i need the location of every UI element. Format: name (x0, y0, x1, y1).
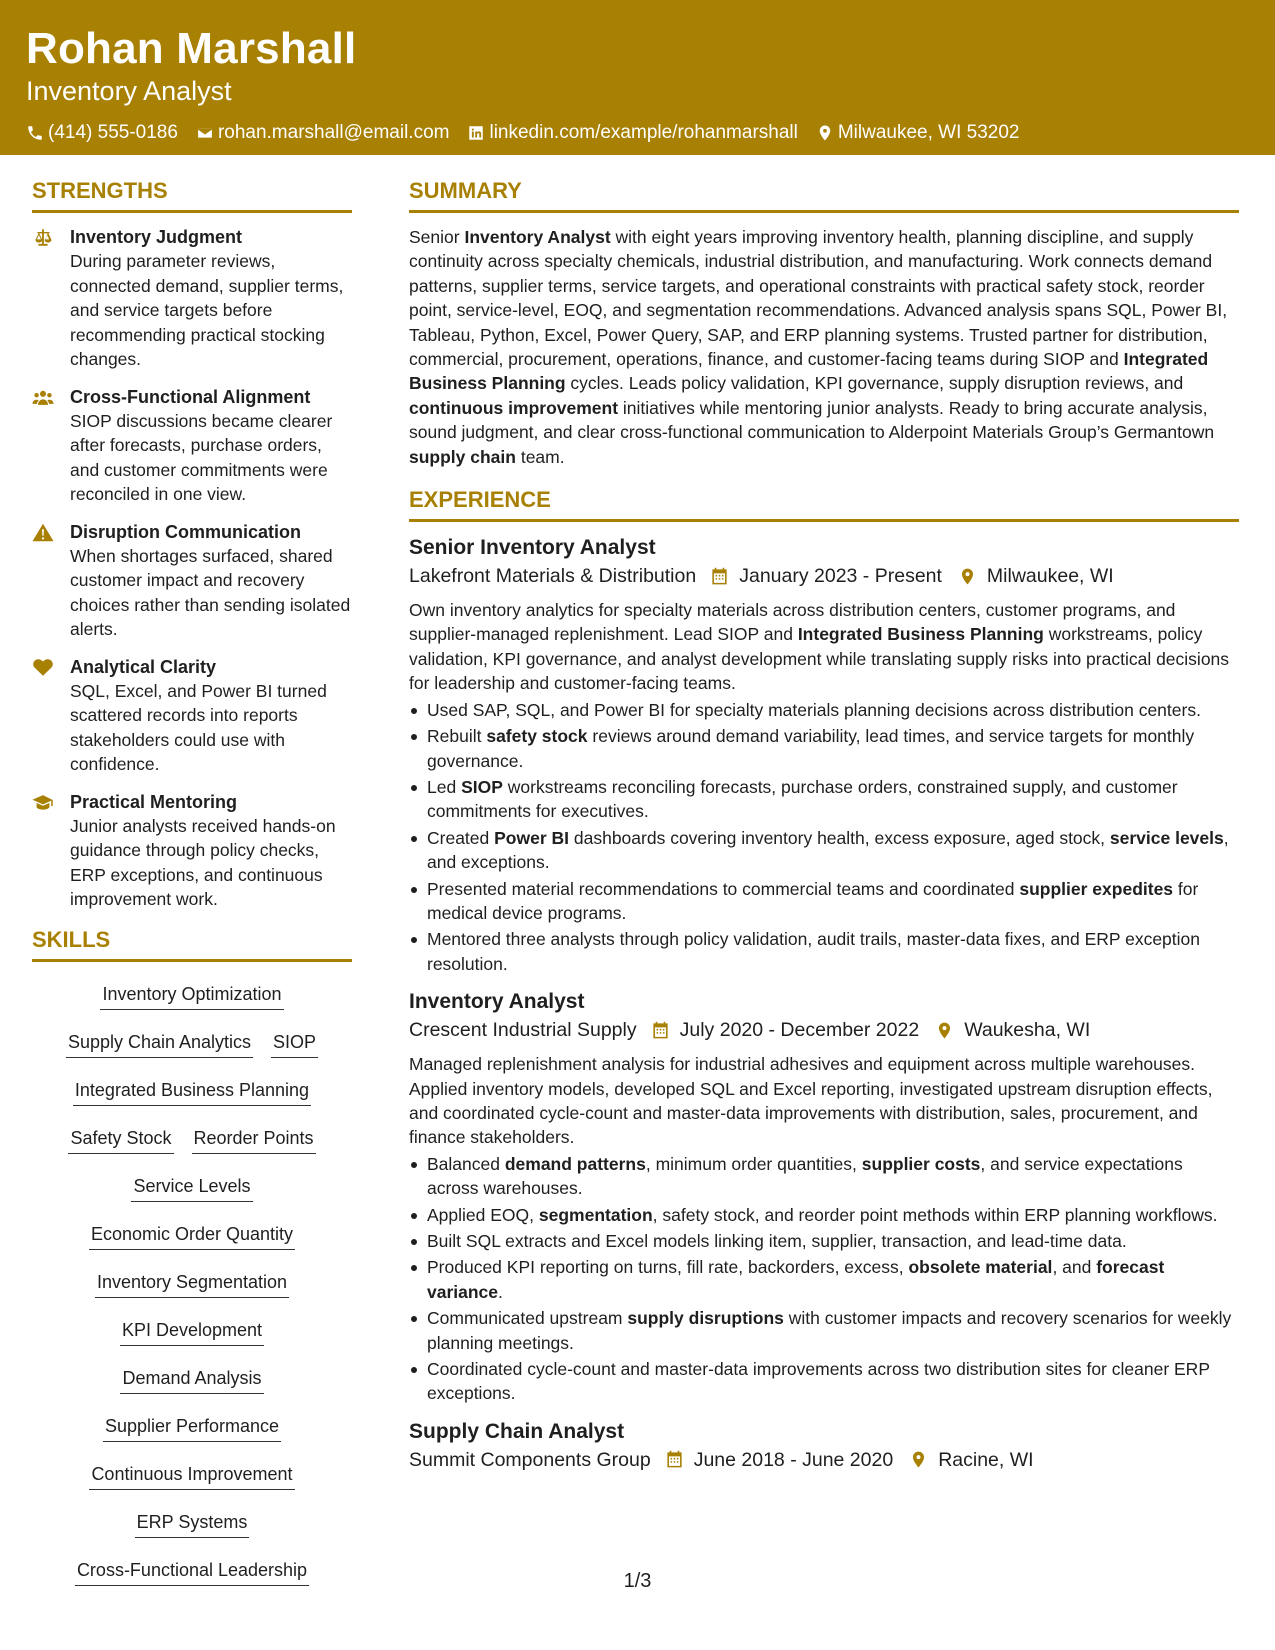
job-title: Senior Inventory Analyst (409, 536, 656, 560)
job-location: Racine, WI (938, 1448, 1034, 1471)
strength-title: Cross-Functional Alignment (70, 386, 311, 407)
list-item: Mentored three analysts through policy validation, audit trails, master-data fixes, and ERP exception resolution. (409, 927, 1239, 976)
map-pin-icon (935, 1021, 954, 1040)
right-column (409, 176, 1239, 1486)
job-dates: June 2018 - June 2020 (693, 1448, 894, 1471)
skills-heading: SKILLS (32, 925, 352, 962)
job-location: Milwaukee, WI (986, 565, 1114, 588)
strengths-list (32, 225, 352, 912)
list-item: Created Power BI dashboards covering inventory health, excess exposure, aged stock, service levels, and exceptions. (409, 826, 1239, 875)
calendar-icon (665, 1450, 684, 1469)
warning-icon (32, 523, 54, 542)
phone-text[interactable]: (414) 555-0186 (48, 122, 178, 143)
skill-tag: Economic Order Quantity (89, 1222, 295, 1250)
job-entry (409, 534, 1239, 976)
job-company: Summit Components Group (409, 1448, 651, 1471)
graduation-cap-icon (32, 793, 54, 812)
strength-title: Inventory Judgment (70, 227, 243, 247)
contact-linkedin (467, 121, 797, 145)
contact-phone (26, 121, 178, 145)
strength-item (32, 225, 352, 372)
envelope-icon (196, 124, 214, 142)
strength-desc: When shortages surfaced, shared customer impact and recovery choices rather than sending isolated alerts. (70, 545, 351, 639)
skill-tag: Supply Chain Analytics (66, 1030, 253, 1058)
heart-icon (32, 658, 54, 677)
strength-title: Analytical Clarity (70, 656, 217, 677)
experience-heading: EXPERIENCE (409, 485, 1239, 522)
list-item: Communicated upstream supply disruptions with customer impacts and recovery scenarios for weekly planning meetings. (409, 1306, 1239, 1355)
strength-title: Practical Mentoring (70, 791, 238, 812)
list-item: Used SAP, SQL, and Power BI for specialty materials planning decisions across distribution centers. (409, 698, 1239, 722)
strength-desc: During parameter reviews, connected demand, supplier terms, and service targets before recommending practical stocking changes. (70, 251, 344, 369)
left-column (32, 176, 352, 1600)
experience-list (409, 534, 1239, 1474)
job-bullets (409, 698, 1239, 976)
linkedin-icon (467, 124, 485, 142)
job-dates: July 2020 - December 2022 (679, 1019, 920, 1042)
list-item: Rebuilt safety stock reviews around demand variability, lead times, and service targets for monthly governance. (409, 724, 1239, 773)
resume-header (0, 0, 1275, 155)
skill-tag: Continuous Improvement (89, 1462, 294, 1490)
job-entry (409, 988, 1239, 1406)
map-pin-icon (958, 567, 977, 586)
skills-list (32, 974, 352, 1600)
linkedin-link[interactable]: linkedin.com/example/rohanmarshall (489, 122, 798, 143)
job-description: Own inventory analytics for specialty materials across distribution centers, customer programs, and supplier-managed replenishment. Lead SIOP and Integrated Business Planning workstreams, policy validation, KPI governance, and analyst development while translating supply risks into practical decisions for leadership and customer-facing teams. (409, 600, 1230, 694)
skill-tag: Cross-Functional Leadership (75, 1558, 309, 1586)
skill-tag: Inventory Optimization (100, 982, 283, 1010)
calendar-icon (710, 567, 729, 586)
page-number: 1/3 (623, 1570, 652, 1592)
map-pin-icon (909, 1450, 928, 1469)
skill-tag: KPI Development (120, 1318, 264, 1346)
skill-tag: Reorder Points (192, 1126, 316, 1154)
job-meta (409, 562, 1239, 590)
list-item: Coordinated cycle-count and master-data improvements across two distribution sites for cleaner ERP exceptions. (409, 1357, 1239, 1406)
strength-item (32, 655, 352, 777)
location-text: Milwaukee, WI 53202 (837, 122, 1020, 143)
job-dates: January 2023 - Present (739, 565, 942, 588)
skill-tag: SIOP (271, 1030, 318, 1058)
summary-heading: SUMMARY (409, 176, 1239, 213)
job-company: Crescent Industrial Supply (409, 1019, 637, 1042)
list-item: Built SQL extracts and Excel models linking item, supplier, transaction, and lead-time data. (409, 1229, 1239, 1253)
strength-desc: SIOP discussions became clearer after forecasts, purchase orders, and customer commitments were reconciled in one view. (70, 410, 333, 504)
list-item: Balanced demand patterns, minimum order quantities, supplier costs, and service expectations across warehouses. (409, 1152, 1239, 1201)
skill-tag: Service Levels (131, 1174, 252, 1202)
skill-tag: Inventory Segmentation (95, 1270, 289, 1298)
list-item: Produced KPI reporting on turns, fill rate, backorders, excess, obsolete material, and forecast variance. (409, 1255, 1239, 1304)
job-meta (409, 1446, 1239, 1474)
candidate-role: Inventory Analyst (26, 76, 232, 106)
strength-title: Disruption Communication (70, 521, 301, 542)
job-bullets (409, 1152, 1239, 1406)
list-item: Presented material recommendations to commercial teams and coordinated supplier expedites for medical device programs. (409, 877, 1239, 926)
job-company: Lakefront Materials & Distribution (409, 565, 697, 588)
contact-location (816, 121, 1020, 145)
users-icon (32, 388, 54, 407)
job-description: Managed replenishment analysis for industrial adhesives and equipment across multiple warehouses. Applied inventory models, developed SQL and Excel reporting, investigated upstream disruption effects, and coordinated cycle-count and master-data improvements with distribution, sales, procurement, and finance stakeholders. (409, 1054, 1213, 1148)
map-pin-icon (816, 124, 834, 142)
candidate-name: Rohan Marshall (26, 24, 357, 73)
calendar-icon (651, 1021, 670, 1040)
list-item: Led SIOP workstreams reconciling forecasts, purchase orders, constrained supply, and customer commitments for executives. (409, 775, 1239, 824)
phone-icon (26, 124, 44, 142)
strength-desc: SQL, Excel, and Power BI turned scattered records into reports stakeholders could use with confidence. (70, 680, 327, 774)
skill-tag: Supplier Performance (103, 1414, 281, 1442)
job-title: Supply Chain Analyst (409, 1419, 625, 1443)
scale-icon (32, 228, 54, 247)
contact-email (196, 121, 450, 145)
strengths-heading: STRENGTHS (32, 176, 352, 213)
job-title: Inventory Analyst (409, 990, 585, 1014)
skill-tag: ERP Systems (135, 1510, 250, 1538)
skill-tag: Safety Stock (68, 1126, 173, 1154)
job-meta (409, 1016, 1239, 1044)
strength-item (32, 790, 352, 912)
job-location: Waukesha, WI (964, 1019, 1091, 1042)
summary-text: Senior Inventory Analyst with eight years improving inventory health, planning discipline, and supply continuity across specialty chemicals, industrial distribution, and manufacturing. Work connects demand patterns, supplier terms, service targets, and operational constraints with practical safety stock, reorder point, service-level, EOQ, and segmentation recommendations. Advanced analysis spans SQL, Power BI, Tableau, Python, Excel, Power Query, SAP, and ERP planning systems. Trusted partner for distribution, commercial, procurement, operations, finance, and customer-facing teams during SIOP and Integrated Business Planning cycles. Leads policy validation, KPI governance, supply disruption reviews, and continuous improvement initiatives while mentoring junior analysts. Ready to bring accurate analysis, sound judgment, and clear cross-functional communication to Alderpoint Materials Group’s Germantown supply chain team. (409, 227, 1228, 467)
job-entry (409, 1418, 1239, 1474)
strength-item (32, 385, 352, 507)
strength-item (32, 520, 352, 642)
email-link[interactable]: rohan.marshall@email.com (217, 122, 450, 143)
contact-bar (26, 121, 1249, 145)
list-item: Applied EOQ, segmentation, safety stock, and reorder point methods within ERP planning workflows. (409, 1203, 1239, 1227)
skill-tag: Demand Analysis (120, 1366, 263, 1394)
skill-tag: Integrated Business Planning (73, 1078, 311, 1106)
strength-desc: Junior analysts received hands-on guidance through policy checks, ERP exceptions, and continuous improvement work. (70, 815, 336, 909)
